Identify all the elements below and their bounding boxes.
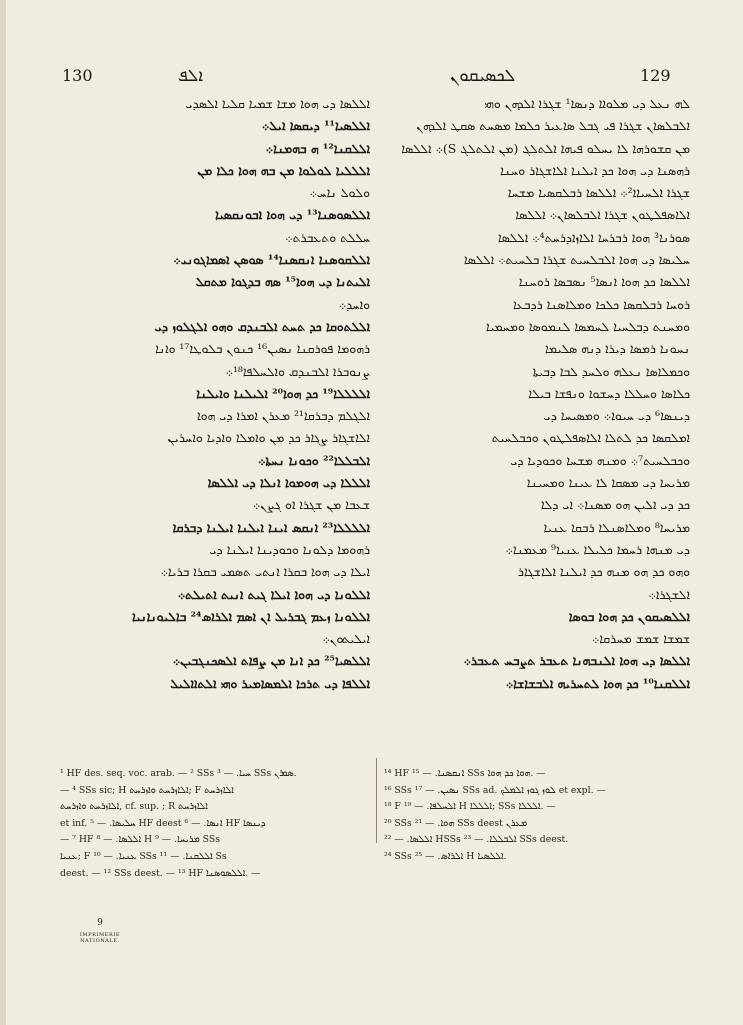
footnote-line: ¹ HF des. seq. voc. arab. — ² SSs ܚܝܐ. — ³ SSs ܣܘܪܢ.: [60, 768, 297, 779]
printer-imprint: IMPRIMERIE NATIONALE.: [79, 932, 121, 944]
entry-headword-line: ܐܠܠܩܘܣܢܐ ܐܢܩܣܢܐ¹⁴ ܣܘܣܢ ܐܣܡܐܓܘܢܝ܀: [173, 252, 370, 268]
text-line: ܢܚܘܢܐ ܪܡܣܐ ܕܝܪܐ ܕܢܗ ܣܠܝܡܐ: [545, 341, 690, 357]
text-line: ܘܟܡܠܐܣܐ ܢܥܠܗ ܘܠܚܕ ܠܒܐ ܕܒܝܬܐ: [532, 363, 690, 379]
text-line: ܡܢ ܩܫܘܪܗܐ ܠܐ ܝܚܠܘ ܦܝܗܐ ܐܠܬܠܓ (ܡܢ ܐܠܬܠܓ S)܀ ܐܠܠܣܐ: [401, 140, 690, 156]
entry-headword-line: ܐܠܠܠܠܐ²³ ܐܢܩܣ ܐܝܢܐ ܐܝܠܢܐ ܐܝܠܢܐ ܕܒܪܩܐ: [172, 519, 370, 535]
entry-headword-line: ܐܠܒܠܠܐ²² ܘܟܘܢܐ ܢܚܬܐ܀: [257, 452, 370, 468]
entry-headword-line: ܐܠܠܩܢܐ¹⁰ ܟܕ ܗܘܐ ܠܬܚܪܝܗ ܐܠܒܫܐܫܐ܀: [505, 675, 690, 691]
footnote-line: deest. — ¹² SSs deest. — ¹³ HF ܐܠܠܣܘܣܢܐ. —: [60, 867, 261, 879]
entry-headword-line: ܐܠܠܣܝܐ¹¹ ܕܝܩܣܐ ܐܝܠ܀: [261, 118, 370, 134]
text-line: ܘܡܚܢܬ ܕܒܠܚܝܐ ܠܚܡܣܐ ܠܢܡܘܣܐ ܘܡܚܡܝܐ: [485, 318, 690, 334]
footnote-line: — ⁷ HF ܐܠܠܣܐ. — ⁸ H ܡܪܝܚܐ. — ⁹ SSs: [60, 834, 221, 846]
entry-headword-line: ܐܠܠܠܐ ܕܝ ܗܘܡܘܐ ܐܢܠܐ ܕܝ ܐܠܠܣܐ: [207, 475, 370, 491]
text-line: ܚܠܝܣܐ ܕܝ ܗܘܐ ܐܠܒܠܚܝܬ ܫܓܪܐ ܒܠܚܝܬ܀ ܐܠܠܣܐ: [463, 252, 690, 268]
text-line: ܐܠܒܠܣܐܢ ܫܓܪܐ ܦܝ ܓܒܠ ܣܐܥܝܪ ܟܠܡܐ ܡܣܚܬ ܣܩܛ ܐܠܕܗܢ: [416, 118, 690, 134]
text-line: ܪܗܘܡܐ ܦܘܪܩܢܐ ܢܣܝܢ¹⁶ ܟܢܘܢ ܒܠܘܛܐ¹⁷ ܘܐܢܐ: [155, 341, 370, 357]
footnote-line: ¹⁶ SSs ܢܣܝܢ. — ¹⁷ SSs ad. ܠܘܙ ܓܘܙ ܐܠܡܠܟ et expl. —: [384, 784, 606, 796]
text-line: ܐܡܠܩܣܐ ܟܕ ܠܬܠܐ ܐܠܐܣܦܠܛܘܢ ܘܟܒܠܚܝܬ: [491, 430, 690, 446]
footnote-line: ܐܠܠܣܐ. — ²² HSSs ܐܠܒܠܠܐ. — ²³ SSs deest.: [384, 834, 569, 846]
left-text-column: [60, 93, 370, 695]
text-line: ܘܐܚܕ܀: [338, 296, 370, 312]
text-line: ܟܕ ܕܝ ܐܠܝܢ ܗܘ ܡܣܢܐ܀ ܐܝ ܕܠܐ: [540, 497, 690, 513]
text-line: ܟܠܐܣܐ ܘܚܠܠܐ ܕܚܫܘܐ ܘܢܦܫܐ ܒܝܠܐ: [528, 385, 690, 401]
entry-headword-line: ܐܠܠܣܐ ܕܝ ܗܘܐ ܐܠܢܒܗܢܐ ܬܥܒܪ ܬܨܒܚ ܬܥܒܪ܀: [463, 653, 690, 669]
entry-headword-line: ܐܠܠܠܠܐ¹⁹ ܟܕ ܗܘܐ²⁰ ܐܠܝܠܢܐ ܘܐܝܠܢܐ: [196, 385, 370, 401]
text-line: ܐܝܠܝܬܘܢ܀: [322, 631, 370, 647]
footnote-line: ²⁴ SSs ܐܠܪܐܣ. — ²⁵ H ܐܠܠܣܝܐ.: [384, 850, 507, 862]
text-line: ܘܟܒܠܚܝܬ⁷܀ ܘܡܢܗ ܡܫܚܐ ܘܟܘܕܝܐ ܕܝ: [510, 452, 690, 468]
footnote-line: et inf. ܚܠܝܣܐ. — ⁵ HF deest ܐܢܣܐ. — ⁶ HF ܕܝܢܣܐ: [60, 817, 266, 829]
text-line: ܡܪܝܚܐ ܕܝ ܡܣܩܐ ܠܐ ܥܝܢܐ ܘܡܚܝܢܐ: [526, 475, 690, 491]
text-line: ܐܠܠܣܐ ܟܕ ܗܘܐ ܐܢܣܐ⁵ ܢܣܒܣܐ ܪܘܚܢܐ: [518, 274, 690, 290]
footnotes-right: [384, 766, 690, 866]
text-line: ܐܠܐܫܓܐܪ ܨܓܐܪ ܟܕ ܡܢ ܘܐܡܠܐ ܘܐܕܝܐ ܘܐܚܪܝܢ: [167, 430, 370, 446]
text-line: ܠܗ ܢܥܠ ܕܝ ܡܠܘܐܐ ܕܢܣܐ¹ ܫܓܪܐ ܐܠܕܗܢ ܘܗܝ: [484, 96, 690, 111]
text-line: ܐܠܓܠܡ ܕܒܪܩܐ²¹ ܡܥܪܢ ܐܡܪܐ ܕܝ ܗܘܐ: [196, 408, 370, 424]
page-number-right: 129: [640, 66, 671, 85]
entry-headword-line: ܐܠܝܬܢܐ ܕܝ ܗܘܐ¹⁵ ܣܗ ܒܕܓܘܐ ܡܬܩܠ: [195, 274, 370, 290]
entry-headword-line: ܐܠܠܩܢܐ¹² ܗ ܒܗܡܢܐ܀: [265, 140, 370, 156]
text-line: ܣܘܪܢܐ³ ܗܘܐ ܪܒܪܚܐ ܐܠܐܙܐܕܪܚܬ⁴܀ ܐܠܠܣܐ: [497, 229, 690, 245]
entry-headword-line: ܐܠܠܠܝܐ ܠܘܠܘܐ ܡܢ ܒܗ ܗܘܐ ܟܠܐ ܡܢ: [197, 162, 370, 178]
text-line: ܕܝ ܡܢܗܐ ܪܚܡܐ ܟܠܝܠܐ ܥܢܝܐ⁹ ܡܥܡܢܐ܀: [505, 541, 690, 557]
page-number-left: 130: [62, 66, 93, 85]
text-line: ܪܘܚܐ ܪܒܠܩܣܐ ܟܠܟܐ ܘܡܠܐܣܢܐ ܪܕܒܥܐ: [513, 296, 690, 312]
signature-mark: 9: [97, 918, 103, 928]
text-line: ܫܥܒܐ ܡܢ ܫܓܪܐ ܐܘ ܓܨܢ܀: [252, 497, 370, 513]
entry-headword-line: ܐܠܠܬܘܩܐ ܟܕ ܬܚܬ ܐܠܒܢܕܩ ܘܗܘ ܐܠܓܠܘܙ ܕܝ: [154, 318, 370, 334]
entry-headword-line: ܐܠܠܦܐ ܕܝ ܬܪܟܐ ܐܠܡܣܐܡܝܪ ܘܗܝ ܐܠܬܐܐܠܝܠ: [170, 675, 370, 691]
entry-headword-line: ܐܠܠܘܢܐ ܙܥܡ ܓܒܪܝܠ ܐܢ ܐܣܡ ܐܠܪܐܣ²⁴ ܒܐܠܝܘܢܐܢܝܐ: [131, 608, 370, 624]
text-line: ܐܠܐܣܦܠܛܘܢ ܫܓܪܐ ܐܠܒܠܣܐܢ܀ ܐܠܠܣܐ: [515, 207, 690, 223]
entry-headword-line: ܐܠܠܘܢܐ ܕܝ ܗܘܐ ܐܝܠܐ ܓܝܬ ܐܢܝܬ ܐܬܝܠܬ܀: [177, 586, 370, 602]
text-line: ܫܡܫܐ ܫܡܫ ܡܚܪܩܐ܀: [591, 631, 690, 647]
right-text-column: [378, 93, 690, 695]
footnote-line: ܥܢܝܐ; F ܥܢܝܐ. — ¹⁰ SSs ܐܠܠܩܢܐ. — ¹¹ Ss: [60, 850, 227, 862]
footnote-line: ¹⁸ F ܐܠܚܠܦܐ. — ¹⁹ H ܐܠܠܠܐ; SSs ܐܠܠܠܐ. —: [384, 801, 556, 813]
footnote-line: ܐܠܐܙܪܚܬ ܘܐܙܪܚܬ, cf. sup. ; R ܐܠܐܙܪܚܬ: [60, 801, 208, 813]
footnote-divider: [376, 758, 377, 843]
text-line: ܨܢܘܒܪܐ ܐܠܒܢܕܩ ܘܐܠܚܠܦܐ¹⁸܀: [225, 363, 370, 379]
running-title-left: ܐܠܦ: [178, 66, 204, 86]
text-line: ܐܝܠܐ ܕܝ ܗܘܐ ܒܩܪܐ ܐܢܬܝ ܬܣܡܝ ܒܩܪܐ ܒܪܝܐ܀: [160, 564, 370, 580]
text-line: ܐܠܫܓܪܐ܀: [648, 586, 690, 602]
text-line: ܕܝܢܣܐ⁶ ܕܝ ܚܝܘܐ܀ ܘܡܣܝܚܐ ܕܝ: [543, 408, 690, 424]
text-line: ܪܗܘܡܐ ܕܠܘܢܐ ܘܟܘܕܝܢܐ ܐܝܠܢܐ ܕܝ: [209, 541, 370, 557]
text-line: ܫܓܪܐ ܐܠܚܝܐܐ²܀ ܐܠܠܣܐ ܪܒܠܩܣܝܐ ܡܫܚܐ: [507, 185, 690, 201]
text-line: ܪܗܣܢܐ ܕܝ ܗܘܐ ܟܕ ܐܝܠܢܐ ܐܠܐܫܓܐܪ ܘܚܢܐ: [500, 162, 690, 178]
text-line: ܚܠܠܬ ܘܬܥܒܪܬ܀: [285, 229, 370, 245]
text-line: ܘܗܘ ܟܕ ܗܘ ܡܢܗ ܟܕ ܐܝܠܢܐ ܐܠܐܫܓܐܪ: [517, 564, 690, 580]
text-line: ܡܪܝܚܐ⁸ ܘܡܠܐܣܢܠܐ ܪܒܩܐ ܥܢܝܐ: [543, 519, 690, 535]
entry-headword-line: ܐܠܠܣܝܩܘܢ ܟܕ ܗܘܐ ܒܘܣܐ: [568, 608, 690, 624]
entry-headword-line: ܐܠܠܣܘܣܢܐ¹³ ܕܝ ܗܘܐ ܐܒܘܢܩܣܝܐ: [215, 207, 370, 223]
footnotes-left: [60, 766, 366, 882]
text-line: ܘܠܘܠ ܢܐܚ܀: [309, 185, 370, 201]
footnote-line: ²⁰ SSs ܗܘܐ. — ²¹ SSs deest ܡܥܪܢ: [384, 817, 528, 829]
text-line: ܐܠܠܣܐ ܕܝ ܗܘܐ ܡܫܐ ܫܡܝܐ ܩܠܝܐ ܐܠܣܕܝ: [185, 96, 370, 111]
footnote-line: — ⁴ SSs sic; H ܐܠܐܙܪܚܬ ܘܐܙܪܚܬ; F ܐܠܐܙܪܚܬ: [60, 784, 234, 796]
footnote-line: ¹⁴ HF ܐܢܩܣܢܐ. — ¹⁵ SSs ܗܘܐ ܟܕ ܗܘܐ. —: [384, 768, 546, 779]
entry-headword-line: ܐܠܠܣܝܐ²⁵ ܟܕ ܐܢܐ ܡܢ ܨܦܐܬ ܐܠܣܟܢܓܒܝܢ܀: [172, 653, 370, 669]
running-title-right: ܠܟܣܝܩܘܢ: [450, 66, 516, 86]
page-edge: [0, 0, 6, 1025]
